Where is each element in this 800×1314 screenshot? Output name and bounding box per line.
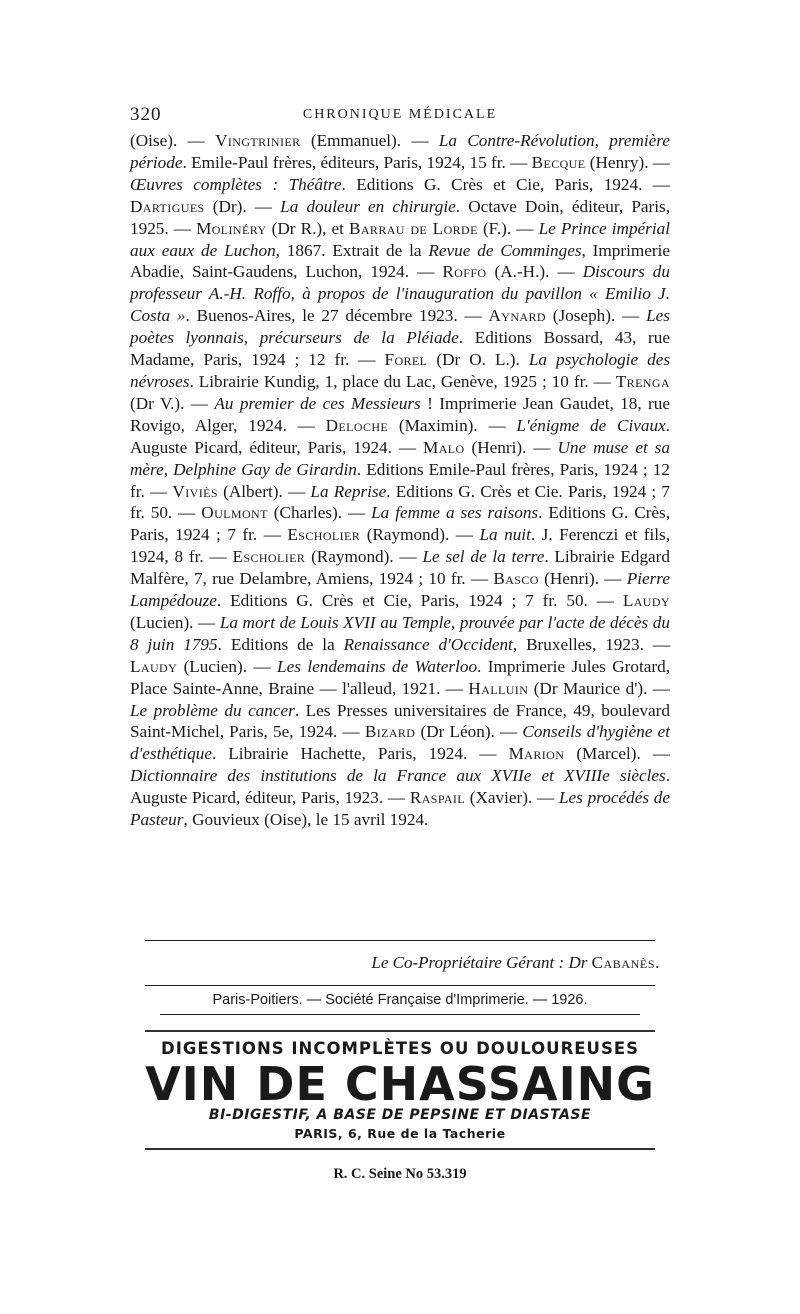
work-title: L'énigme de Civaux <box>516 415 666 435</box>
work-title: Le sel de la terre <box>422 547 545 567</box>
signature-divider <box>145 940 655 941</box>
author-name: Dartigues <box>130 196 205 216</box>
citation-text: . Octave Doin, éditeur, Paris, 1925. — <box>130 196 670 238</box>
citation-text: (Dr O. L.). <box>427 350 529 370</box>
citation-text: (Maximin). — <box>388 415 517 435</box>
author-name: Laudy <box>622 591 670 611</box>
printer-line: Paris-Poitiers. — Société Française d'Imprimerie. — 1926. <box>212 992 588 1008</box>
citation-text: . Imprimerie Jules Grotard, Place Sainte-Anne, Braine — l'alleud, 1921. — <box>130 656 670 698</box>
author-name: Trenga <box>615 371 670 391</box>
author-name: Raspail <box>409 788 466 808</box>
printer-divider <box>145 985 655 986</box>
author-name: Escholier <box>287 525 361 545</box>
work-title: La Reprise <box>310 481 387 501</box>
author-name: Viviès <box>172 481 218 501</box>
citation-text: (Albert). — <box>217 481 311 501</box>
work-title: Les procédés de Pasteur <box>130 788 670 830</box>
ad-address: PARIS, 6, Rue de la Tacherie <box>294 1126 506 1141</box>
author-name: Bizard <box>364 722 416 742</box>
work-title: La femme a ses raisons <box>371 503 539 523</box>
citation-text: . Editions de la <box>217 634 344 654</box>
work-title: La douleur en chirurgie <box>280 196 456 216</box>
citation-text: (Marcel). — <box>564 744 670 764</box>
author-name: Forel <box>384 350 428 370</box>
citation-text: (F.). — <box>477 218 539 238</box>
citation-text: . Editions Bossard, 43, rue Madame, Paris, 1924 ; 12 fr. — <box>130 328 670 370</box>
citation-text: . Buenos-Aires, le 27 décembre 1923. — <box>185 306 489 326</box>
work-title: Les poètes lyonnais, précurseurs de la Pléiade <box>130 306 670 348</box>
citation-text: (Dr V.). — <box>130 393 215 413</box>
author-name: Laudy <box>130 656 178 676</box>
citation-text: . Auguste Picard, éditeur, Paris, 1924. — <box>130 415 670 457</box>
work-title: Renaissance d'Occident <box>343 634 513 654</box>
ad-top-rule <box>145 1030 655 1032</box>
citation-text: . Editions G. Crès, Paris, 1924 ; 7 fr. — <box>130 503 671 545</box>
citation-text: (Henry). — <box>585 152 670 172</box>
citation-text: . Librairie Hachette, Paris, 1924. — <box>211 744 509 764</box>
author-name: Marion <box>508 744 565 764</box>
ad-product-name: VIN DE CHASSAING <box>145 1057 655 1111</box>
ad-registry: R. C. Seine No 53.319 <box>333 1166 467 1182</box>
citation-text: (Dr Maurice d'). — <box>528 678 670 698</box>
citation-text: . Editions G. Crès et Cie, Paris, 1924. — <box>341 174 671 194</box>
citation-text: ! Imprimerie Jean Gaudet, 18, rue Rovigo, Alger, 1924. — <box>130 393 670 435</box>
author-name: Escholier <box>232 547 306 567</box>
author-name: Basco <box>493 569 539 589</box>
citation-text: (Raymond). — <box>360 525 480 545</box>
author-name: Aynard <box>488 306 546 326</box>
work-title: La Contre-Révolution, première période <box>130 131 670 172</box>
author-name: Halluin <box>468 678 529 698</box>
work-title: Discours du professeur A.-H. Roffo, à propos de l'inauguration du pavillon « Emilio J. Costa » <box>130 262 670 326</box>
citation-text: , 1867. Extrait de la <box>275 240 429 260</box>
citation-text: (Lucien). — <box>130 612 220 632</box>
citation-text: (Henri). — <box>538 569 627 589</box>
citation-text: . J. Ferenczi et fils, 1924, 8 fr. — <box>130 525 670 567</box>
work-title: Conseils d'hygiène et d'esthétique <box>130 722 670 764</box>
author-name: Barrau de Lorde <box>349 218 478 238</box>
citation-text: . Editions G. Crès et Cie. Paris, 1924 ; 7 fr. 50. — <box>130 481 671 523</box>
citation-text: , Imprimerie Abadie, Saint-Gaudens, Luchon, 1924. — <box>130 240 670 282</box>
page-header <box>130 104 670 128</box>
citation-text: (Dr R.), et <box>266 218 349 238</box>
work-title: Au premier de ces Messieurs <box>214 393 421 413</box>
citation-text: (Charles). — <box>267 503 372 523</box>
signature-line <box>371 953 660 973</box>
citation-text: (Joseph). — <box>545 306 647 326</box>
citation-text: . Emile-Paul frères, éditeurs, Paris, 1924, 15 fr. — <box>182 152 532 172</box>
citation-text: (Oise). — <box>130 131 216 150</box>
work-title: La mort de Louis XVII au Temple, prouvée par l'acte de décès du 8 juin 1795 <box>130 612 670 654</box>
page-number: 320 <box>130 104 162 125</box>
work-title: Les lendemains de Waterloo <box>277 656 478 676</box>
work-title: Revue de Comminges <box>428 240 582 260</box>
signature-label: Le Co-Propriétaire Gérant : <box>371 953 565 972</box>
work-title: Le Prince impérial aux eaux de Luchon <box>130 218 671 260</box>
citation-text: (Henri). — <box>464 437 558 457</box>
citation-text: (Dr). — <box>204 196 281 216</box>
citation-text: . Editions Emile-Paul frères, Paris, 1924 ; 12 fr. — <box>130 459 671 501</box>
work-title: Pierre Lampédouze <box>130 569 670 611</box>
ad-tagline: BI-DIGESTIF, A BASE DE PEPSINE ET DIASTASE <box>208 1107 592 1123</box>
author-name: Becque <box>531 152 586 172</box>
signature-title: Dr <box>568 953 588 972</box>
work-title: Œuvres complètes : Théâtre <box>130 174 342 194</box>
citation-text: , Bruxelles, 1923. — <box>512 634 671 654</box>
author-name: Molinéry <box>196 218 267 238</box>
running-title: CHRONIQUE MÉDICALE <box>302 107 498 122</box>
citation-text: (Emmanuel). — <box>300 131 439 150</box>
ad-bottom-rule <box>145 1148 655 1150</box>
citation-text: (Xavier). — <box>465 788 559 808</box>
citation-text: (Raymond). — <box>305 547 423 567</box>
work-title: Le problème du cancer <box>130 700 295 720</box>
ad-headline: DIGESTIONS INCOMPLÈTES OU DOULOUREUSES <box>161 1039 639 1058</box>
printer-divider-bottom <box>160 1014 640 1015</box>
citation-text: (Dr Léon). — <box>415 722 523 742</box>
author-name: Roffo <box>442 262 487 282</box>
citation-text: . Editions G. Crès et Cie, Paris, 1924 ; 7 fr. 50. — <box>216 591 623 611</box>
author-name: Deloche <box>325 415 389 435</box>
citation-text: . Les Presses universitaires de France, 49, boulevard Saint-Michel, Paris, 5e, 1924. — <box>130 700 670 742</box>
author-name: Vingtrinier <box>215 131 301 150</box>
author-name: Malo <box>423 437 465 457</box>
work-title: Une muse et sa mère, Delphine Gay de Girardin <box>130 437 670 479</box>
citation-text: . Librairie Edgard Malfère, 7, rue Delambre, Amiens, 1924 ; 10 fr. — <box>130 547 670 589</box>
citation-text: (Lucien). — <box>177 656 278 676</box>
citation-text: , Gouvieux (Oise), le 15 avril 1924. <box>183 810 429 830</box>
work-title: La psychologie des névroses <box>130 350 671 391</box>
work-title: Dictionnaire des institutions de la France aux XVIIe et XVIIIe siècles <box>130 766 666 786</box>
author-name: Oulmont <box>201 503 268 523</box>
citation-text: (A.-H.). — <box>486 262 583 282</box>
bibliography-paragraph <box>130 130 670 831</box>
citation-text: . Auguste Picard, éditeur, Paris, 1923. — <box>130 766 670 808</box>
signature-name: Cabanès. <box>591 953 660 972</box>
citation-text: . Librairie Kundig, 1, place du Lac, Genève, 1925 ; 10 fr. — <box>189 371 616 391</box>
work-title: La nuit <box>479 525 531 545</box>
